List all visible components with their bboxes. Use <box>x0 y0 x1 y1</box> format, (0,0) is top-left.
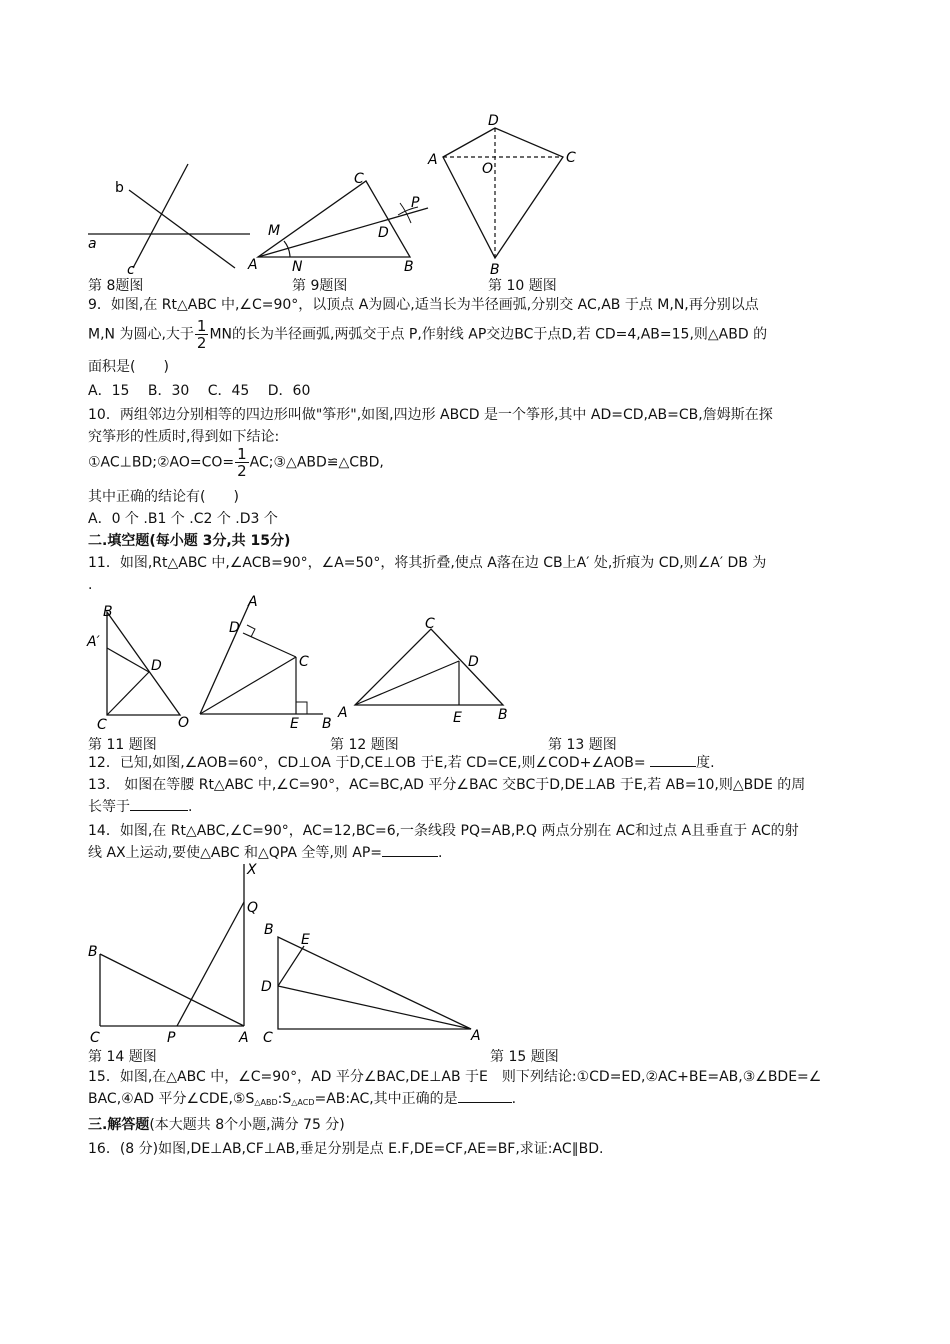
caption-fig12: 第 12 题图 <box>330 737 399 753</box>
q14-suffix: . <box>438 845 443 861</box>
label-P: P <box>167 1030 176 1046</box>
q10-options: A．0 个 .B1 个 .C2 个 .D3 个 <box>88 511 278 527</box>
q15-sub-abd: △ABD <box>254 1098 278 1107</box>
q9-line1: 9．如图,在 Rt△ABC 中,∠C=90°，以顶点 A为圆心,适当长为半径画弧,分别交 AC,AB 于点 M,N,再分别以点 <box>88 297 759 313</box>
caption-fig13: 第 13 题图 <box>548 737 617 753</box>
fold-a1d <box>107 648 149 672</box>
figure-9 <box>248 165 438 275</box>
fraction-half: $\frac{1}{2}$ <box>196 317 207 352</box>
triangle-abc <box>355 629 503 705</box>
figure-8 <box>85 160 265 278</box>
q13-line1: 13． 如图在等腰 Rt△ABC 中,∠C=90°，AC=BC,AD 平分∠BAC 交BC于D,DE⊥AB 于E,若 AB=10,则△BDE 的周 <box>88 777 806 793</box>
figure-15 <box>255 918 490 1048</box>
q12-line <box>88 754 715 772</box>
q12-suffix: 度. <box>696 755 715 771</box>
label-B: B <box>264 922 274 938</box>
label-E: E <box>301 932 310 948</box>
triangle-abc <box>258 181 410 257</box>
section2-heading: 二.填空题(每小题 3分,共 15分) <box>88 533 291 549</box>
q13-line2 <box>88 798 192 816</box>
label-D: D <box>261 979 272 995</box>
label-A: A <box>428 152 438 168</box>
label-A1: A′ <box>87 634 100 650</box>
label-D: D <box>378 225 389 241</box>
q14-line2-text: 线 AX上运动,要使△ABC 和△QPA 全等,则 AP= <box>88 845 383 861</box>
label-X: X <box>247 862 257 878</box>
label-a: a <box>88 236 97 252</box>
q10-line2: 究筝形的性质时,得到如下结论: <box>88 429 280 445</box>
label-B: B <box>103 604 113 620</box>
label-M: M <box>268 223 281 239</box>
label-C: C <box>263 1030 273 1046</box>
label-A: A <box>248 594 258 610</box>
label-C: C <box>90 1030 100 1046</box>
label-P: P <box>411 195 420 211</box>
label-c: c <box>127 262 135 278</box>
right-angle-e <box>296 702 307 714</box>
label-A: A <box>338 705 348 721</box>
triangle-abc <box>278 937 471 1029</box>
line-ad <box>278 986 471 1029</box>
label-D: D <box>229 620 240 636</box>
caption-fig11: 第 11 题图 <box>88 737 157 753</box>
triangle-bco <box>107 612 180 715</box>
label-B: B <box>322 716 332 732</box>
label-D: D <box>151 658 162 674</box>
q10-line3-post: AC;③△ABD≌△CBD, <box>249 454 384 471</box>
q15-line2-post: =AB:AC,其中正确的是 <box>314 1091 458 1107</box>
ray-ap <box>258 208 428 257</box>
line-de <box>278 946 304 986</box>
kite-abcd <box>443 128 563 258</box>
label-O: O <box>482 161 494 177</box>
figure-11 <box>85 600 200 735</box>
label-B: B <box>88 944 98 960</box>
caption-fig10: 第 10 题图 <box>488 278 557 294</box>
label-N: N <box>292 259 303 275</box>
figure-14 <box>85 858 270 1048</box>
figure-13 <box>335 612 515 724</box>
answer-blank-q12[interactable] <box>650 754 696 767</box>
q10-line4: 其中正确的结论有( ) <box>88 489 239 505</box>
q14-line1: 14．如图,在 Rt△ABC,∠C=90°，AC=12,BC=6,一条线段 PQ=AB,P.Q 两点分别在 AC和过点 A且垂直于 AC的射 <box>88 823 799 839</box>
q10-line1: 10．两组邻边分别相等的四边形叫做"筝形",如图,四边形 ABCD 是一个筝形,其中 AD=CD,AB=CB,詹姆斯在探 <box>88 407 773 423</box>
answer-blank-q14[interactable] <box>382 844 438 857</box>
q9-options: A．15 B．30 C．45 D．60 <box>88 383 311 399</box>
line-b <box>129 190 235 268</box>
q15-mid: :S <box>277 1091 292 1107</box>
section3-heading <box>88 1114 345 1134</box>
label-E: E <box>453 710 462 726</box>
q16-line: 16．(8 分)如图,DE⊥AB,CF⊥AB,垂足分别是点 E.F,DE=CF,AE=BF,求证:AC∥BD. <box>88 1141 604 1157</box>
side-ba <box>100 954 244 1026</box>
label-b: b <box>115 180 124 196</box>
label-B: B <box>404 259 414 275</box>
label-O: O <box>178 715 190 731</box>
q12-text: 12．已知,如图,∠AOB=60°，CD⊥OA 于D,CE⊥OB 于E,若 CD=CE,则∠COD+∠AOB= <box>88 755 646 771</box>
label-A: A <box>471 1028 481 1044</box>
label-C: C <box>566 150 576 166</box>
q9-line2 <box>88 318 767 351</box>
q15-suffix: . <box>511 1091 517 1107</box>
section3-title: 三.解答题 <box>88 1117 150 1133</box>
q15-sub-acd: △ACD <box>291 1098 315 1107</box>
caption-fig14: 第 14 题图 <box>88 1049 157 1065</box>
q10-line3 <box>88 446 384 479</box>
label-D: D <box>488 113 499 129</box>
line-c <box>133 164 188 268</box>
q13-line2-text: 长等于 <box>88 799 130 815</box>
line-ad <box>355 661 459 705</box>
fraction-half: $\frac{1}{2}$ <box>237 445 247 480</box>
line-oc <box>200 657 296 714</box>
caption-fig15: 第 15 题图 <box>490 1049 559 1065</box>
q15-line2-pre: BAC,④AD 平分∠CDE,⑤S <box>88 1091 255 1107</box>
label-C: C <box>299 654 309 670</box>
caption-fig8: 第 8题图 <box>88 278 144 294</box>
label-B: B <box>490 262 500 278</box>
label-C: C <box>354 171 364 187</box>
q11-line2: . <box>88 577 93 593</box>
segment-pq <box>177 902 244 1026</box>
figure-12 <box>195 590 345 730</box>
answer-blank-q13[interactable] <box>130 798 188 811</box>
label-B: B <box>498 707 508 723</box>
label-A: A <box>248 257 258 273</box>
label-C: C <box>97 717 107 733</box>
ray-oa <box>200 600 251 714</box>
q10-line3-pre: ①AC⊥BD;②AO=CO= <box>88 454 235 471</box>
caption-fig9: 第 9题图 <box>292 278 348 294</box>
crease-cd <box>107 672 149 715</box>
label-C: C <box>425 616 435 632</box>
q13-suffix: . <box>188 799 193 815</box>
label-Q: Q <box>247 900 259 916</box>
q9-line2-post: MN的长为半径画弧,两弧交于点 P,作射线 AP交边BC于点D,若 CD=4,AB=15,则△ABD 的 <box>209 326 768 343</box>
q9-line3: 面积是( ) <box>88 359 169 375</box>
q9-line2-pre: M,N 为圆心,大于 <box>88 326 194 343</box>
answer-blank-q15[interactable] <box>458 1090 512 1103</box>
section3-note: (本大题共 8个小题,满分 75 分) <box>149 1117 345 1133</box>
label-D: D <box>468 654 479 670</box>
figure-10 <box>428 110 588 278</box>
q15-line1: 15．如图,在△ABC 中，∠C=90°，AD 平分∠BAC,DE⊥AB 于E 则下列结论:①CD=ED,②AC+BE=AB,③∠BDE=∠ <box>88 1069 822 1085</box>
q15-line2 <box>88 1090 516 1112</box>
label-E: E <box>290 716 299 732</box>
q11-line1: 11．如图,Rt△ABC 中,∠ACB=90°，∠A=50°，将其折叠,使点 A落在边 CB上A′ 处,折痕为 CD,则∠A′ DB 为 <box>88 555 767 571</box>
label-A: A <box>239 1030 249 1046</box>
